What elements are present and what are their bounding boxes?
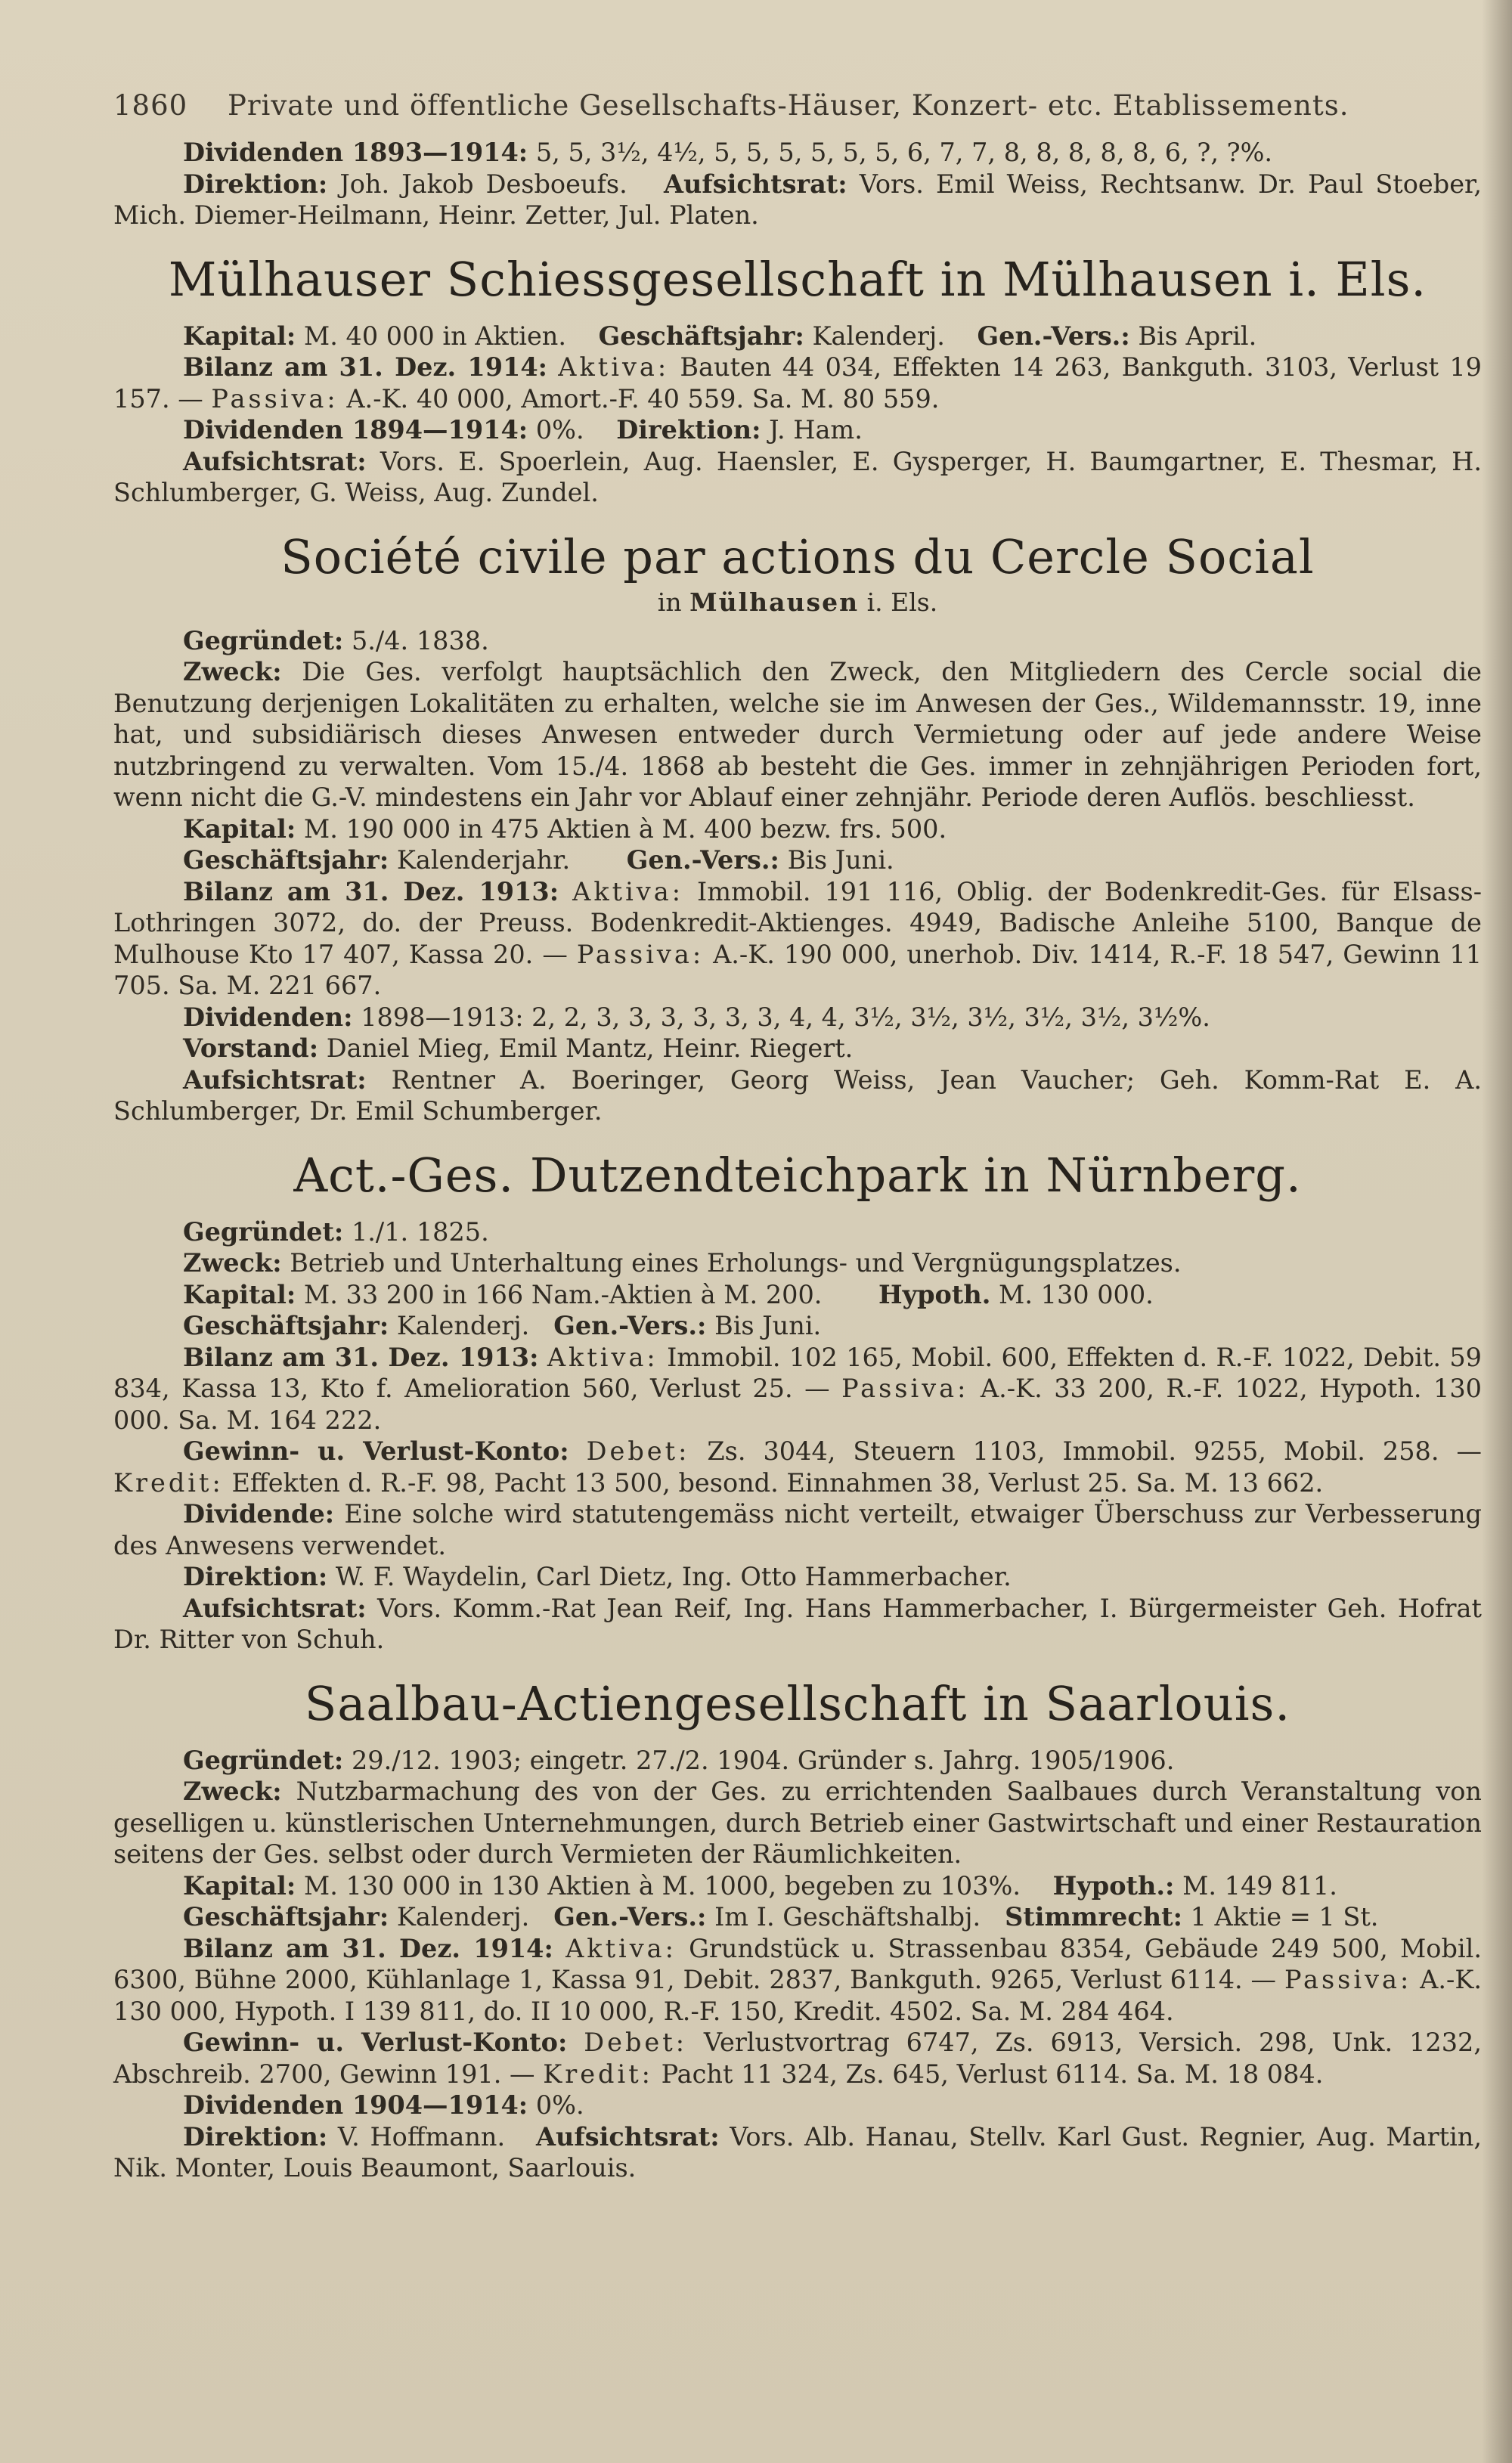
entry-cercle-social: [113, 530, 1482, 1127]
entry-title: Société civile par actions du Cercle Social: [280, 528, 1315, 584]
entry-title: Act.-Ges. Dutzendteichpark in Nürnberg.: [293, 1147, 1302, 1203]
bilanz: Bilanz am 31. Dez. 1914: Aktiva: Grundstück u. Strassenbau 8354, Gebäude 249 500, Mobil. 6300, Bühne 2000, Kühlanlage 1, Kassa 91, Debit. 2837, Bankguth. 9265, Verlust 6114. — Passiva: A.-K. 130 000, Hypoth. I 139 811, do. II 10 000, R.-F. 150, Kredit. 4502. Sa. M. 284 464.: [113, 1933, 1483, 2026]
aufsichtsrat: Aufsichtsrat: Rentner A. Boeringer, Georg Weiss, Jean Vaucher; Geh. Komm-Rat E. A. Schlumberger, Dr. Emil Schumberger.: [113, 1064, 1482, 1126]
dividenden: Dividenden 1894—1914: 0%. Direktion: J. Ham.: [183, 415, 863, 445]
prev-entry: [113, 137, 1482, 231]
gewinn-verlust: Gewinn- u. Verlust-Konto: Debet: Zs. 3044, Steuern 1103, Immobil. 9255, Mobil. 258. — Kredit: Effekten d. R.-F. 98, Pacht 13 500, besond. Einnahmen 38, Verlust 25. Sa. M. 13 662.: [113, 1436, 1483, 1498]
gegruendet: Gegründet: 1./1. 1825.: [183, 1216, 489, 1247]
running-header: [113, 89, 1482, 122]
geschaeftsjahr: Geschäftsjahr: Kalenderj. Gen.-Vers.: Im I. Geschäftshalbj. Stimmrecht: 1 Aktie = 1 St.: [183, 1902, 1379, 1932]
bilanz: Bilanz am 31. Dez. 1914: Aktiva: Bauten 44 034, Effekten 14 263, Bankguth. 3103, Verlust 19 157. — Passiva: A.-K. 40 000, Amort.-F. 40 559. Sa. M. 80 559.: [113, 352, 1482, 414]
direktion-aufsichtsrat: Direktion: V. Hoffmann. Aufsichtsrat: Vors. Alb. Hanau, Stellv. Karl Gust. Regnier, Aug. Martin, Nik. Monter, Louis Beaumont, Saarlouis.: [113, 2121, 1483, 2183]
entry-saalbau: [113, 1677, 1482, 2184]
geschaeftsjahr: Geschäftsjahr: Kalenderj. Gen.-Vers.: Bis Juni.: [183, 1311, 822, 1340]
kapital: Kapital: M. 33 200 in 166 Nam.-Aktien à M. 200. Hypoth. M. 130 000.: [183, 1279, 1154, 1309]
prev-dividenden: Dividenden 1893—1914: 5, 5, 3½, 4½, 5, 5, 5, 5, 5, 5, 6, 7, 7, 8, 8, 8, 8, 8, 6, ?, ?%.: [183, 138, 1273, 167]
gewinn-verlust: Gewinn- u. Verlust-Konto: Debet: Verlustvortrag 6747, Zs. 6913, Versich. 298, Unk. 1232, Abschreib. 2700, Gewinn 191. — Kredit: Pacht 11 324, Zs. 645, Verlust 6114. Sa. M. 18 084.: [113, 2028, 1482, 2089]
geschaeftsjahr: Geschäftsjahr: Kalenderjahr. Gen.-Vers.: Bis Juni.: [183, 845, 894, 875]
kapital-line: Kapital: M. 40 000 in Aktien. Geschäftsjahr: Kalenderj. Gen.-Vers.: Bis April.: [183, 321, 1257, 351]
entry-location: in Mülhausen i. Els.: [657, 587, 938, 617]
entry-title: Saalbau-Actiengesellschaft in Saarlouis.: [304, 1675, 1291, 1731]
bilanz: Bilanz am 31. Dez. 1913: Aktiva: Immobil. 191 116, Oblig. der Bodenkredit-Ges. für Elsass-Lothringen 3072, do. der Preuss. Bodenkredit-Aktienges. 4949, Badische Anleihe 5100, Banque de Mulhouse Kto 17 407, Kassa 20. — Passiva: A.-K. 190 000, unerhob. Div. 1414, R.-F. 18 547, Gewinn 11 705. Sa. M. 221 667.: [113, 876, 1483, 1000]
zweck: Zweck: Die Ges. verfolgt hauptsächlich den Zweck, den Mitgliedern des Cercle social die Benutzung derjenigen Lokalitäten zu erhalten, welche sie im Anwesen der Ges., Wildemannsstr. 19, inne hat, und subsidiärisch dieses Anwesen entweder durch Vermietung oder auf jede andere Weise nutzbringend zu verwalten. Vom 15./4. 1868 ab besteht die Ges. immer in zehnjährigen Perioden fort, wenn nicht die G.-V. mindestens ein Jahr vor Ablauf einer zehnjähr. Periode deren Auflös. beschliesst.: [113, 657, 1482, 812]
zweck: Zweck: Nutzbarmachung des von der Ges. zu errichtenden Saalbaues durch Veranstaltung von geselligen u. künstlerischen Unternehmungen, durch Betrieb einer Gastwirtschaft und einer Restauration seitens der Ges. selbst oder durch Vermieten der Räumlichkeiten.: [113, 1777, 1482, 1869]
direktion: Direktion: W. F. Waydelin, Carl Dietz, Ing. Otto Hammerbacher.: [183, 1562, 1012, 1591]
kapital: Kapital: M. 130 000 in 130 Aktien à M. 1000, begeben zu 103%. Hypoth.: M. 149 811.: [183, 1870, 1337, 1901]
running-title: Private und öffentliche Gesellschafts-Häuser, Konzert- etc. Etablissements.: [227, 89, 1349, 122]
entry-dutzendteichpark: [113, 1148, 1482, 1656]
aufsichtsrat: Aufsichtsrat: Vors. E. Spoerlein, Aug. Haensler, E. Gysperger, H. Baumgartner, E. Thesmar, H. Schlumberger, G. Weiss, Aug. Zundel.: [113, 446, 1482, 507]
aufsichtsrat: Aufsichtsrat: Vors. Komm.-Rat Jean Reif, Ing. Hans Hammerbacher, I. Bürgermeister Geh. Hofrat Dr. Ritter von Schuh.: [113, 1593, 1482, 1654]
gegruendet: Gegründet: 29./12. 1903; eingetr. 27./2. 1904. Gründer s. Jahrg. 1905/1906.: [183, 1745, 1175, 1775]
gegruendet: Gegründet: 5./4. 1838.: [183, 625, 489, 655]
dividende: Dividende: Eine solche wird statutengemäss nicht verteilt, etwaiger Überschuss zur Verbesserung des Anwesens verwendet.: [113, 1499, 1482, 1560]
prev-direktion-aufsichtsrat: Direktion: Joh. Jakob Desboeufs. Aufsichtsrat: Vors. Emil Weiss, Rechtsanw. Dr. Paul Stoeber, Mich. Diemer-Heilmann, Heinr. Zetter, Jul. Platen.: [113, 169, 1483, 230]
bilanz: Bilanz am 31. Dez. 1913: Aktiva: Immobil. 102 165, Mobil. 600, Effekten d. R.-F. 1022, Debit. 59 834, Kassa 13, Kto f. Amelioration 560, Verlust 25. — Passiva: A.-K. 33 200, R.-F. 1022, Hypoth. 130 000. Sa. M. 164 222.: [113, 1342, 1482, 1435]
entry-title: Mülhauser Schiessgesellschaft in Mülhausen i. Els.: [168, 251, 1427, 307]
kapital: Kapital: M. 190 000 in 475 Aktien à M. 400 bezw. frs. 500.: [183, 813, 947, 844]
vorstand: Vorstand: Daniel Mieg, Emil Mantz, Heinr. Riegert.: [183, 1033, 854, 1063]
zweck: Zweck: Betrieb und Unterhaltung eines Erholungs- und Vergnügungsplatzes.: [183, 1248, 1182, 1278]
dividenden: Dividenden 1904—1914: 0%.: [183, 2090, 584, 2120]
entry-schiessgesellschaft: [113, 252, 1482, 509]
page-number: 1860: [113, 89, 188, 122]
dividenden: Dividenden: 1898—1913: 2, 2, 3, 3, 3, 3, 3, 3, 4, 4, 3½, 3½, 3½, 3½, 3½, 3½%.: [183, 1002, 1210, 1032]
